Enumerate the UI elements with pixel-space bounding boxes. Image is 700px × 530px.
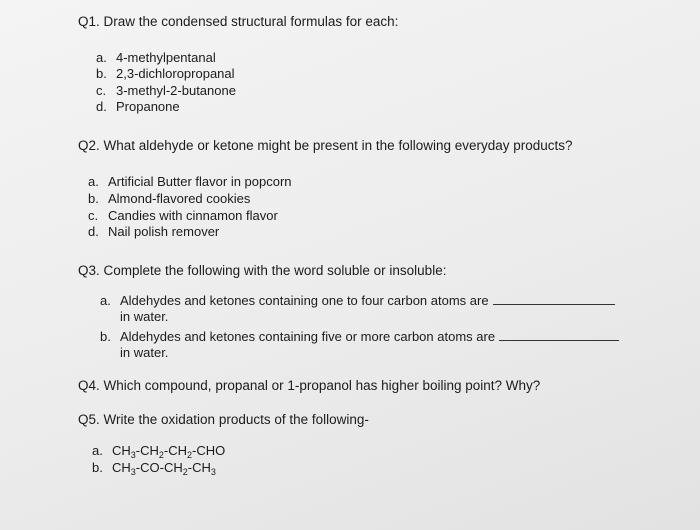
q5-item-b-letter: b. [92, 460, 103, 475]
q5-title: Q5. Write the oxidation products of the following- [78, 412, 369, 427]
q2-item-a-text: Artificial Butter flavor in popcorn [108, 174, 292, 189]
q2-item-d [88, 224, 219, 240]
q2-item-c [88, 208, 278, 224]
q3-item-b-answer-blank[interactable] [499, 329, 619, 341]
q2-item-c-letter: c. [88, 208, 99, 223]
q2-item-b-letter: b. [88, 191, 99, 206]
q1-item-a [96, 50, 216, 66]
q3-item-b [100, 329, 619, 345]
q3-item-a-continuation: in water. [120, 309, 169, 324]
q2-item-a [88, 174, 292, 190]
q5-item-a-letter: a. [92, 443, 103, 458]
q5-item-b-formula: $CH_3-CO-CH_2-CH_3$ [112, 460, 216, 477]
q1-item-b-letter: b. [96, 66, 107, 81]
q3-title: Q3. Complete the following with the word soluble or insoluble: [78, 263, 447, 278]
q5-item-a [92, 443, 225, 459]
q3-item-a [100, 293, 615, 309]
q4-title: Q4. Which compound, propanal or 1-propanol has higher boiling point? Why? [78, 378, 541, 393]
q1-item-a-letter: a. [96, 50, 107, 65]
q1-item-d-text: Propanone [116, 99, 180, 114]
q1-item-b-text: 2,3-dichloropropanal [116, 66, 235, 81]
q1-item-d-letter: d. [96, 99, 107, 114]
q2-item-c-text: Candies with cinnamon flavor [108, 208, 278, 223]
q1-item-c [96, 83, 236, 99]
q1-item-c-letter: c. [96, 83, 107, 98]
q2-item-d-text: Nail polish remover [108, 224, 220, 239]
q3-item-a-text: Aldehydes and ketones containing one to four carbon atoms are [120, 293, 489, 308]
q1-title: Q1. Draw the condensed structural formulas for each: [78, 14, 399, 29]
q3-item-a-letter: a. [100, 293, 111, 308]
q5-item-b [92, 460, 216, 476]
q3-item-b-continuation: in water. [120, 345, 169, 360]
q2-item-d-letter: d. [88, 224, 99, 239]
q2-item-b-text: Almond-flavored cookies [108, 191, 251, 206]
q3-item-a-answer-blank[interactable] [493, 293, 615, 305]
q2-title: Q2. What aldehyde or ketone might be present in the following everyday products? [78, 138, 573, 153]
q2-item-b [88, 191, 250, 207]
q1-item-c-text: 3-methyl-2-butanone [116, 83, 236, 98]
q1-item-d [96, 99, 180, 115]
q5-item-a-formula: $CH_3-CH_2-CH_2$-CHO [112, 443, 226, 460]
q1-item-b [96, 66, 235, 82]
q3-item-b-letter: b. [100, 329, 111, 344]
q1-item-a-text: 4-methylpentanal [116, 50, 216, 65]
q2-item-a-letter: a. [88, 174, 99, 189]
q3-item-b-text: Aldehydes and ketones containing five or more carbon atoms are [120, 329, 496, 344]
